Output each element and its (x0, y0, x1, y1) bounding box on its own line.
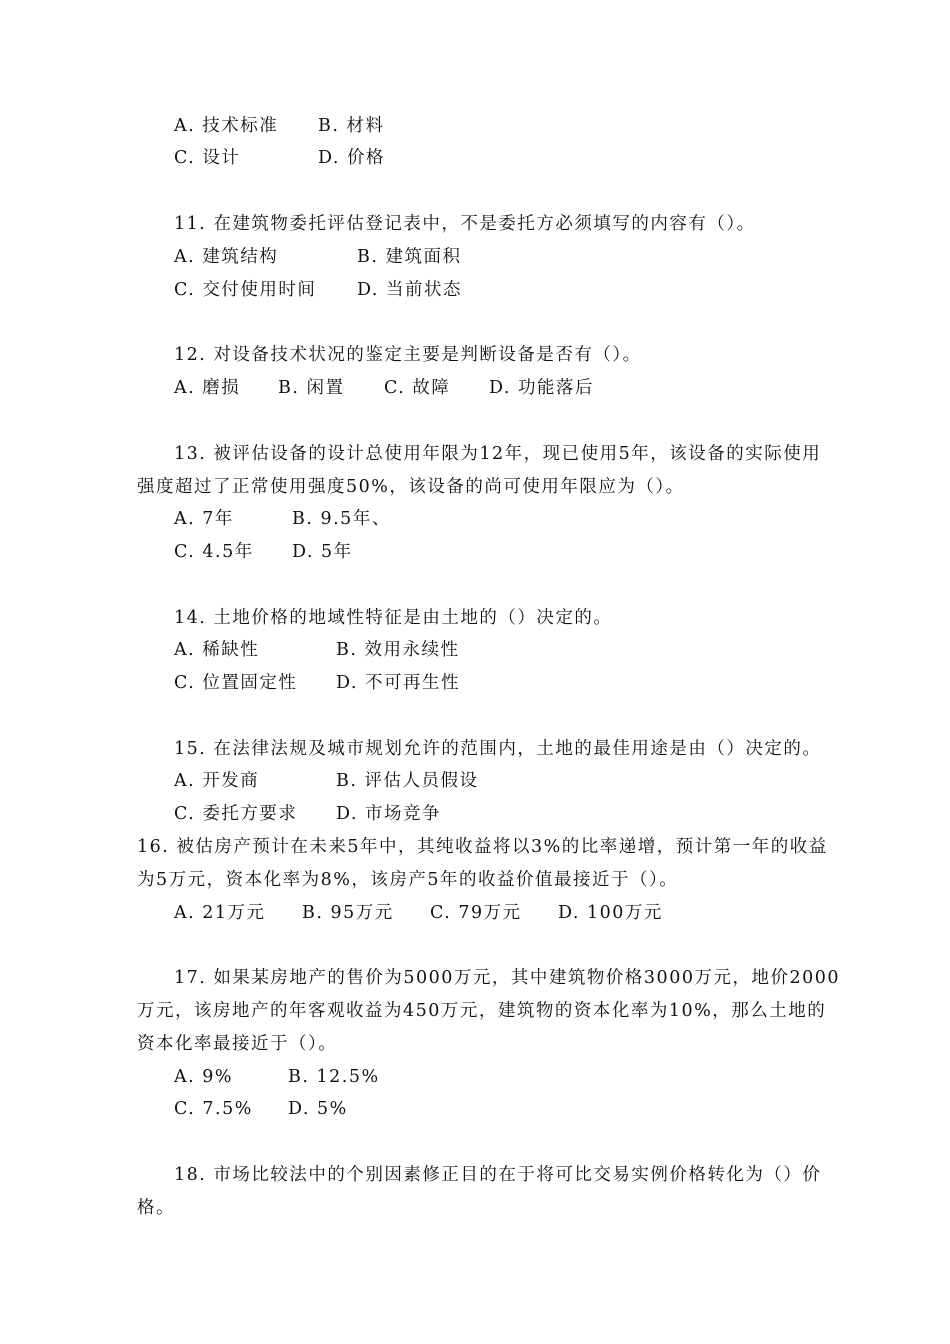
q11-option-b: B. 建筑面积 (357, 247, 462, 267)
q17-option-d: D. 5% (288, 1099, 348, 1119)
q12-option-c: C. 故障 (384, 378, 451, 398)
q10-option-b: B. 材料 (318, 116, 385, 136)
q14-option-b: B. 效用永续性 (336, 640, 460, 660)
q17-option-b: B. 12.5% (288, 1067, 380, 1087)
q16-stem-line2: 为5万元，资本化率为8%，该房产5年的收益价值最接近于（）。 (137, 870, 679, 890)
q10-option-a: A. 技术标准 (174, 116, 279, 136)
q12-stem: 12. 对设备技术状况的鉴定主要是判断设备是否有（）。 (174, 345, 642, 365)
q12-option-d: D. 功能落后 (489, 378, 595, 398)
q15-option-b: B. 评估人员假设 (336, 771, 479, 791)
q13-option-b: B. 9.5年、 (292, 509, 391, 529)
q16-option-d: D. 100万元 (558, 903, 663, 923)
q14-option-a: A. 稀缺性 (174, 640, 260, 660)
q15-option-c: C. 委托方要求 (174, 804, 298, 824)
q17-stem-line1: 17. 如果某房地产的售价为5000万元，其中建筑物价格3000万元，地价2000 (174, 968, 841, 988)
q16-option-b: B. 95万元 (302, 903, 394, 923)
q10-option-d: D. 价格 (318, 148, 386, 168)
q12-option-b: B. 闲置 (278, 378, 345, 398)
q13-option-c: C. 4.5年 (174, 542, 254, 562)
q14-option-d: D. 不可再生性 (336, 673, 461, 693)
q16-stem-line1: 16. 被估房产预计在未来5年中，其纯收益将以3%的比率递增，预计第一年的收益 (137, 837, 828, 857)
q18-stem-line1: 18. 市场比较法中的个别因素修正目的在于将可比交易实例价格转化为（）价 (174, 1165, 822, 1185)
q18-stem-line2: 格。 (137, 1198, 175, 1218)
q13-option-a: A. 7年 (174, 509, 234, 529)
q10-option-c: C. 设计 (174, 148, 241, 168)
q11-option-c: C. 交付使用时间 (174, 280, 317, 300)
q17-option-a: A. 9% (174, 1067, 234, 1087)
q15-option-a: A. 开发商 (174, 771, 260, 791)
q17-stem-line2: 万元，该房地产的年客观收益为450万元，建筑物的资本化率为10%，那么土地的 (137, 1001, 827, 1021)
q11-option-d: D. 当前状态 (357, 280, 463, 300)
q15-option-d: D. 市场竞争 (336, 804, 442, 824)
q13-option-d: D. 5年 (292, 542, 353, 562)
q16-option-a: A. 21万元 (174, 903, 266, 923)
q15-stem: 15. 在法律法规及城市规划允许的范围内，土地的最佳用途是由（）决定的。 (174, 739, 822, 759)
q14-stem: 14. 土地价格的地域性特征是由土地的（）决定的。 (174, 608, 613, 628)
q14-option-c: C. 位置固定性 (174, 673, 298, 693)
q11-option-a: A. 建筑结构 (174, 247, 279, 267)
q16-option-c: C. 79万元 (430, 903, 522, 923)
q17-stem-line3: 资本化率最接近于（）。 (137, 1034, 338, 1054)
q12-option-a: A. 磨损 (174, 378, 241, 398)
q17-option-c: C. 7.5% (174, 1099, 253, 1119)
q13-stem-line1: 13. 被评估设备的设计总使用年限为12年，现已使用5年，该设备的实际使用 (174, 444, 822, 464)
q13-stem-line2: 强度超过了正常使用强度50%，该设备的尚可使用年限应为（）。 (137, 477, 685, 497)
q11-stem: 11. 在建筑物委托评估登记表中，不是委托方必须填写的内容有（）。 (174, 214, 756, 234)
